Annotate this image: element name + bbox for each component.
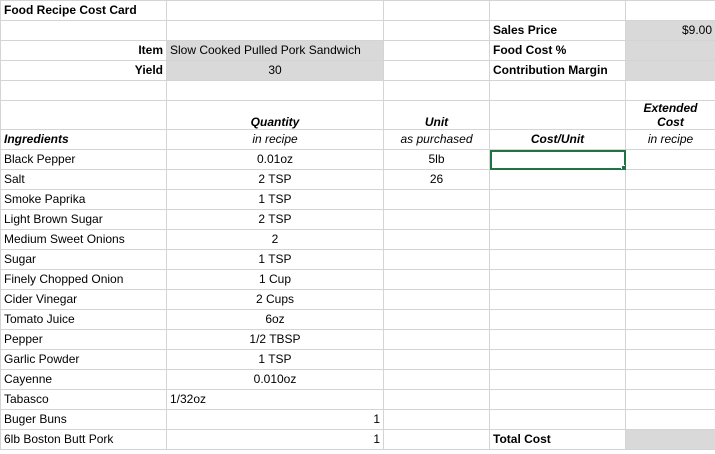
ingredient-name[interactable]: Smoke Paprika	[1, 190, 167, 210]
extended-cost-cell[interactable]	[626, 430, 715, 450]
ingredient-name[interactable]: Cider Vinegar	[1, 290, 167, 310]
ingredient-rows	[1, 150, 715, 450]
contribution-margin-label[interactable]: Contribution Margin	[490, 61, 626, 81]
yield-label[interactable]: Yield	[1, 61, 167, 81]
extended-cost-cell[interactable]	[626, 250, 715, 270]
unit-subheader[interactable]: as purchased	[384, 130, 490, 150]
ingredient-row	[1, 190, 715, 210]
ingredient-name[interactable]: 6lb Boston Butt Pork	[1, 430, 167, 450]
ingredient-row	[1, 370, 715, 390]
cost-unit-cell[interactable]	[490, 350, 626, 370]
ingredient-row	[1, 350, 715, 370]
ingredient-name[interactable]: Salt	[1, 170, 167, 190]
ingredient-name[interactable]: Sugar	[1, 250, 167, 270]
cost-unit-cell[interactable]	[490, 250, 626, 270]
cost-unit-cell[interactable]	[490, 270, 626, 290]
ingredient-row	[1, 310, 715, 330]
cost-unit-cell[interactable]	[490, 310, 626, 330]
ingredient-name[interactable]: Garlic Powder	[1, 350, 167, 370]
unit-cell[interactable]	[384, 430, 490, 450]
quantity-header: Quantity	[250, 115, 300, 129]
quantity-cell[interactable]: 0.010oz	[167, 370, 384, 390]
cost-unit-cell[interactable]	[490, 390, 626, 410]
ingredient-row	[1, 330, 715, 350]
cost-unit-cell[interactable]	[490, 210, 626, 230]
extended-cost-cell[interactable]	[626, 270, 715, 290]
quantity-cell[interactable]: 1/2 TBSP	[167, 330, 384, 350]
ingredient-row	[1, 270, 715, 290]
ingredient-name[interactable]: Buger Buns	[1, 410, 167, 430]
quantity-cell[interactable]: 2 TSP	[167, 210, 384, 230]
unit-cell[interactable]	[384, 350, 490, 370]
ingredient-name[interactable]: Tabasco	[1, 390, 167, 410]
ingredient-name[interactable]: Tomato Juice	[1, 310, 167, 330]
cost-unit-cell[interactable]	[490, 290, 626, 310]
extended-cost-cell[interactable]	[626, 150, 715, 170]
extended-cost-cell[interactable]	[626, 190, 715, 210]
quantity-cell[interactable]: 1 TSP	[167, 190, 384, 210]
unit-cell[interactable]	[384, 410, 490, 430]
extended-cost-cell[interactable]	[626, 210, 715, 230]
ingredient-row	[1, 230, 715, 250]
unit-cell[interactable]	[384, 290, 490, 310]
quantity-cell[interactable]: 1/32oz	[167, 390, 384, 410]
ingredients-header[interactable]: Ingredients	[1, 130, 167, 150]
extended-cost-cell[interactable]	[626, 410, 715, 430]
contribution-margin-value[interactable]	[626, 61, 715, 81]
extended-cost-cell[interactable]	[626, 230, 715, 250]
unit-cell[interactable]	[384, 190, 490, 210]
extended-cost-cell[interactable]	[626, 350, 715, 370]
food-cost-label[interactable]: Food Cost %	[490, 41, 626, 61]
quantity-cell[interactable]: 1 TSP	[167, 350, 384, 370]
ingredient-row	[1, 250, 715, 270]
quantity-cell[interactable]: 1	[167, 410, 384, 430]
ingredient-name[interactable]: Medium Sweet Onions	[1, 230, 167, 250]
ingredient-row	[1, 150, 715, 170]
quantity-cell[interactable]: 6oz	[167, 310, 384, 330]
extended-cost-cell[interactable]	[626, 310, 715, 330]
extended-subheader[interactable]: in recipe	[626, 130, 715, 150]
extended-cost-cell[interactable]	[626, 170, 715, 190]
cost-unit-cell[interactable]	[490, 190, 626, 210]
quantity-cell[interactable]: 1	[167, 430, 384, 450]
quantity-cell[interactable]: 0.01oz	[167, 150, 384, 170]
extended-header: Extended	[643, 101, 698, 115]
item-label[interactable]: Item	[1, 41, 167, 61]
selected-cost-unit-cell[interactable]	[490, 150, 626, 170]
unit-cell[interactable]	[384, 210, 490, 230]
extended-cost-cell[interactable]	[626, 330, 715, 350]
ingredient-row	[1, 430, 715, 450]
unit-cell[interactable]: 5lb	[384, 150, 490, 170]
ingredient-name[interactable]: Cayenne	[1, 370, 167, 390]
unit-cell[interactable]	[384, 390, 490, 410]
ingredient-name[interactable]: Black Pepper	[1, 150, 167, 170]
food-cost-value[interactable]	[626, 41, 715, 61]
ingredient-row	[1, 410, 715, 430]
cost-unit-cell[interactable]	[490, 330, 626, 350]
total-cost-label[interactable]: Total Cost	[490, 430, 626, 450]
unit-cell[interactable]	[384, 310, 490, 330]
cost-unit-header[interactable]: Cost/Unit	[490, 130, 626, 150]
quantity-cell[interactable]: 2 TSP	[167, 170, 384, 190]
unit-cell[interactable]	[384, 330, 490, 350]
extended-cost-header: Cost	[657, 115, 684, 129]
ingredient-name[interactable]: Pepper	[1, 330, 167, 350]
sales-price-label[interactable]: Sales Price	[490, 21, 626, 41]
ingredient-row	[1, 390, 715, 410]
ingredient-row	[1, 290, 715, 310]
cost-unit-cell[interactable]	[490, 170, 626, 190]
item-value[interactable]: Slow Cooked Pulled Pork Sandwich	[167, 41, 384, 61]
unit-header: Unit	[424, 115, 449, 129]
ingredient-name[interactable]: Light Brown Sugar	[1, 210, 167, 230]
cost-unit-cell[interactable]	[490, 370, 626, 390]
yield-value[interactable]: 30	[167, 61, 384, 81]
ingredient-name[interactable]: Finely Chopped Onion	[1, 270, 167, 290]
quantity-cell[interactable]: 2	[167, 230, 384, 250]
unit-cell[interactable]	[384, 370, 490, 390]
extended-cost-cell[interactable]	[626, 390, 715, 410]
quantity-subheader[interactable]: in recipe	[167, 130, 384, 150]
cost-unit-cell[interactable]	[490, 230, 626, 250]
quantity-cell[interactable]: 1 TSP	[167, 250, 384, 270]
sales-price-value[interactable]: $9.00	[626, 21, 715, 41]
quantity-cell[interactable]: 2 Cups	[167, 290, 384, 310]
ingredient-row	[1, 170, 715, 190]
quantity-cell[interactable]: 1 Cup	[167, 270, 384, 290]
unit-cell[interactable]	[384, 270, 490, 290]
ingredient-row	[1, 210, 715, 230]
cost-unit-cell[interactable]	[490, 410, 626, 430]
extended-cost-cell[interactable]	[626, 370, 715, 390]
unit-cell[interactable]: 26	[384, 170, 490, 190]
extended-cost-cell[interactable]	[626, 290, 715, 310]
fill-handle[interactable]	[621, 165, 626, 170]
unit-cell[interactable]	[384, 250, 490, 270]
unit-cell[interactable]	[384, 230, 490, 250]
sheet-title[interactable]: Food Recipe Cost Card	[1, 1, 167, 21]
